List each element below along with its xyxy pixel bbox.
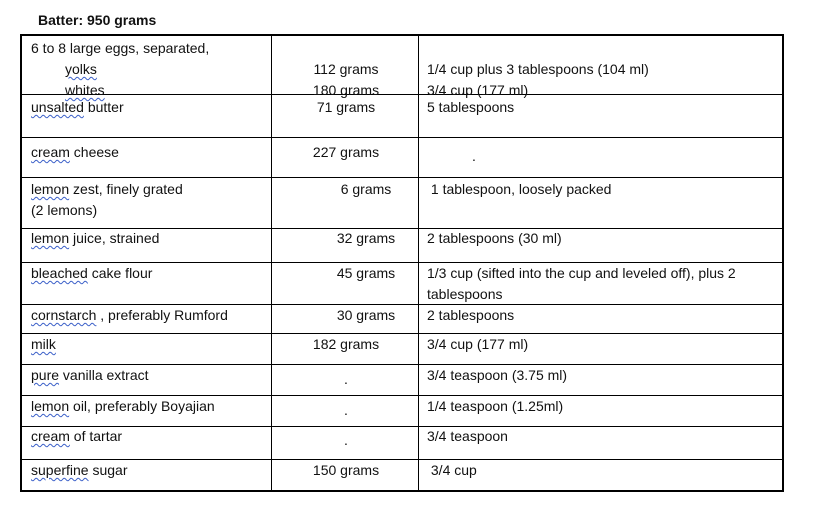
ingredient-name: lemon zest, finely grated bbox=[31, 181, 183, 197]
weight-value: 32 grams bbox=[336, 230, 396, 246]
table-row bbox=[22, 460, 782, 492]
ingredient-name: lemon oil, preferably Boyajian bbox=[31, 398, 215, 414]
ingredient-name: pure vanilla extract bbox=[31, 367, 149, 383]
weight-value: 182 grams bbox=[312, 336, 380, 352]
table-row bbox=[22, 427, 782, 460]
ingredient-name: milk bbox=[31, 336, 56, 352]
table-row-eggs bbox=[22, 36, 782, 98]
table-row bbox=[22, 95, 782, 138]
sub-ingredient-yolks: yolks bbox=[65, 61, 97, 77]
measure-value: 5 tablespoons bbox=[427, 99, 515, 115]
ingredient-name: unsalted butter bbox=[31, 99, 124, 115]
weight-value: 112 grams bbox=[313, 61, 379, 77]
weight-value: . bbox=[344, 432, 348, 448]
measure-value: 3/4 teaspoon bbox=[427, 428, 508, 444]
table-row bbox=[22, 229, 782, 263]
ingredient-name: cream cheese bbox=[31, 144, 119, 160]
measure-value: 3/4 cup (177 ml) bbox=[427, 82, 529, 98]
weight-value: 227 grams bbox=[312, 144, 380, 160]
measure-value: 3/4 cup bbox=[427, 462, 477, 478]
weight-value: 71 grams bbox=[316, 99, 376, 115]
ingredient-name: cornstarch , preferably Rumford bbox=[31, 307, 228, 323]
weight-value: 150 grams bbox=[312, 462, 380, 478]
measure-value: 3/4 teaspoon (3.75 ml) bbox=[427, 367, 568, 383]
ingredient-name: bleached cake flour bbox=[31, 265, 153, 281]
table-row bbox=[22, 178, 782, 229]
ingredient-name: 6 to 8 large eggs, separated, bbox=[31, 40, 210, 56]
ingredient-name: cream of tartar bbox=[31, 428, 123, 444]
ingredient-note: (2 lemons) bbox=[31, 202, 98, 218]
table-row bbox=[22, 396, 782, 427]
table-row bbox=[22, 305, 782, 334]
table-row bbox=[22, 263, 782, 305]
measure-value-continued: tablespoons bbox=[427, 286, 503, 302]
measure-value: 2 tablespoons bbox=[427, 307, 515, 323]
ingredient-name: superfine sugar bbox=[31, 462, 128, 478]
ingredient-name: lemon juice, strained bbox=[31, 230, 160, 246]
measure-value: 1/4 teaspoon (1.25ml) bbox=[427, 398, 564, 414]
measure-value: 1/4 cup plus 3 tablespoons (104 ml) bbox=[427, 61, 649, 77]
weight-value: . bbox=[344, 402, 348, 418]
sub-ingredient-whites: whites bbox=[65, 82, 105, 98]
measure-value: 1 tablespoon, loosely packed bbox=[427, 181, 612, 197]
measure-value: 1/3 cup (sifted into the cup and leveled off), plus 2 bbox=[427, 265, 736, 281]
measure-value: 2 tablespoons (30 ml) bbox=[427, 230, 562, 246]
table-row bbox=[22, 138, 782, 178]
table-row bbox=[22, 334, 782, 365]
measure-value: . bbox=[472, 148, 476, 164]
weight-value: 6 grams bbox=[340, 181, 392, 197]
weight-value: 180 grams bbox=[312, 82, 380, 98]
weight-value: 45 grams bbox=[336, 265, 396, 281]
ingredients-table bbox=[20, 34, 784, 492]
table-row bbox=[22, 365, 782, 396]
measure-value: 3/4 cup (177 ml) bbox=[427, 336, 529, 352]
recipe-title: Batter: 950 grams bbox=[38, 12, 157, 28]
weight-value: . bbox=[344, 371, 348, 387]
weight-value: 30 grams bbox=[336, 307, 396, 323]
